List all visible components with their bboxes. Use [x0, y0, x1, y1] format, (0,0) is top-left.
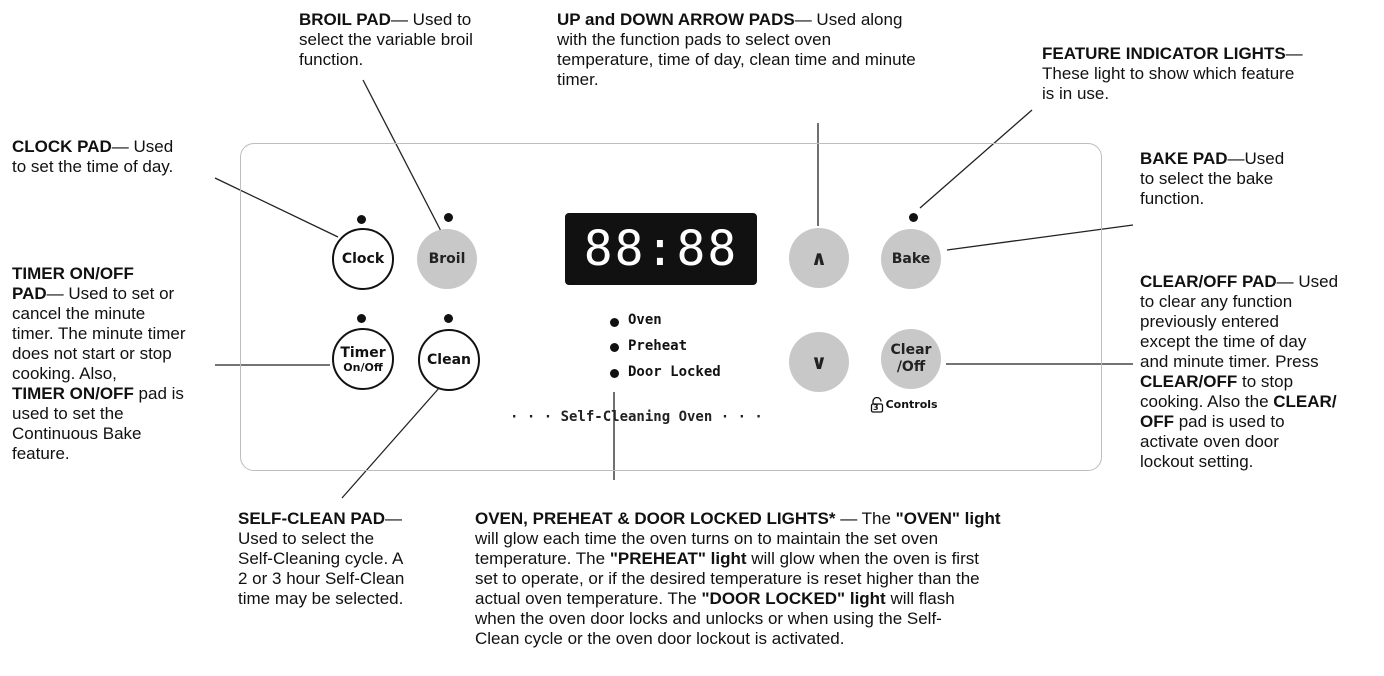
up-arrow-icon: ∧	[810, 245, 828, 270]
bake-button-label: Bake	[891, 250, 931, 267]
clear-off-annotation: CLEAR/OFF PAD— Used to clear any function previously entered except the time of day and minute timer. Press CLEAR/OFF to stop cooking. Also the CLEAR/ OFF pad is used to activate oven door lockout setting.	[1140, 272, 1339, 471]
broil-button[interactable]	[417, 229, 477, 289]
bake-button[interactable]	[881, 229, 941, 289]
clean-button[interactable]	[418, 329, 480, 391]
oven-light	[610, 318, 619, 327]
bake-annotation: BAKE PAD—Used to select the bake function.	[1140, 149, 1285, 208]
clean-button-label: Clean	[427, 351, 471, 368]
bake-indicator-light	[909, 213, 918, 222]
controls-label: Controls	[885, 398, 938, 411]
display-digits: 88:88	[583, 221, 739, 277]
up-arrow-button[interactable]	[789, 228, 849, 288]
broil-annotation: BROIL PAD— Used to select the variable broil function.	[299, 10, 473, 69]
broil-button-label: Broil	[428, 250, 466, 267]
clean-indicator-light	[444, 314, 453, 323]
self-clean-annotation: SELF-CLEAN PAD— Used to select the Self-Cleaning cycle. A 2 or 3 hour Self-Clean time may be selected.	[238, 509, 405, 608]
broil-indicator-light	[444, 213, 453, 222]
clear-button-label: Clear	[890, 342, 932, 358]
timer-button-label: Timer	[340, 344, 386, 361]
timer-indicator-light	[357, 314, 366, 323]
clock-button[interactable]	[332, 228, 394, 290]
feature-lights-annotation: FEATURE INDICATOR LIGHTS— These light to show which feature is in use.	[1042, 44, 1303, 103]
down-arrow-icon: ∨	[810, 349, 828, 374]
timer-annotation: TIMER ON/OFF PAD— Used to set or cancel the minute timer. The minute timer does not start or stop cooking. Also, TIMER ON/OFF pad is used to set the Continuous Bake feature.	[12, 264, 186, 463]
timer-button[interactable]	[332, 328, 394, 390]
self-cleaning-oven-label: · · · Self-Cleaning Oven · · ·	[510, 409, 763, 425]
door-locked-light	[610, 369, 619, 378]
clock-display	[565, 213, 757, 285]
down-arrow-button[interactable]	[789, 332, 849, 392]
off-button-label: /Off	[896, 359, 926, 375]
lock-controls-label	[870, 397, 938, 413]
timer-button-sublabel: On/Off	[343, 360, 383, 374]
arrow-pads-annotation: UP and DOWN ARROW PADS— Used along with the function pads to select oven temperature, time of day, clean time and minute timer.	[557, 10, 916, 89]
clock-button-label: Clock	[341, 250, 385, 267]
lock-hours-label: 3	[873, 403, 879, 412]
door-locked-light-label: Door Locked	[628, 364, 721, 380]
indicator-lights-annotation: OVEN, PREHEAT & DOOR LOCKED LIGHTS* — The "OVEN" light will glow each time the oven turns on to maintain the set oven temperature. The "PREHEAT" light will glow when the oven is first set to operate, or if the desired temperature is reset higher than the actual oven temperature. The "DOOR LOCKED" light will flash when the oven door locks and unlocks or when using the Self- Clean cycle or the oven door lockout is activated.	[475, 509, 1001, 648]
clock-indicator-light	[357, 215, 366, 224]
preheat-light	[610, 343, 619, 352]
clear-off-button[interactable]	[881, 329, 941, 389]
oven-light-label: Oven	[628, 312, 662, 328]
clock-annotation: CLOCK PAD— Used to set the time of day.	[12, 137, 174, 176]
preheat-light-label: Preheat	[628, 338, 688, 354]
